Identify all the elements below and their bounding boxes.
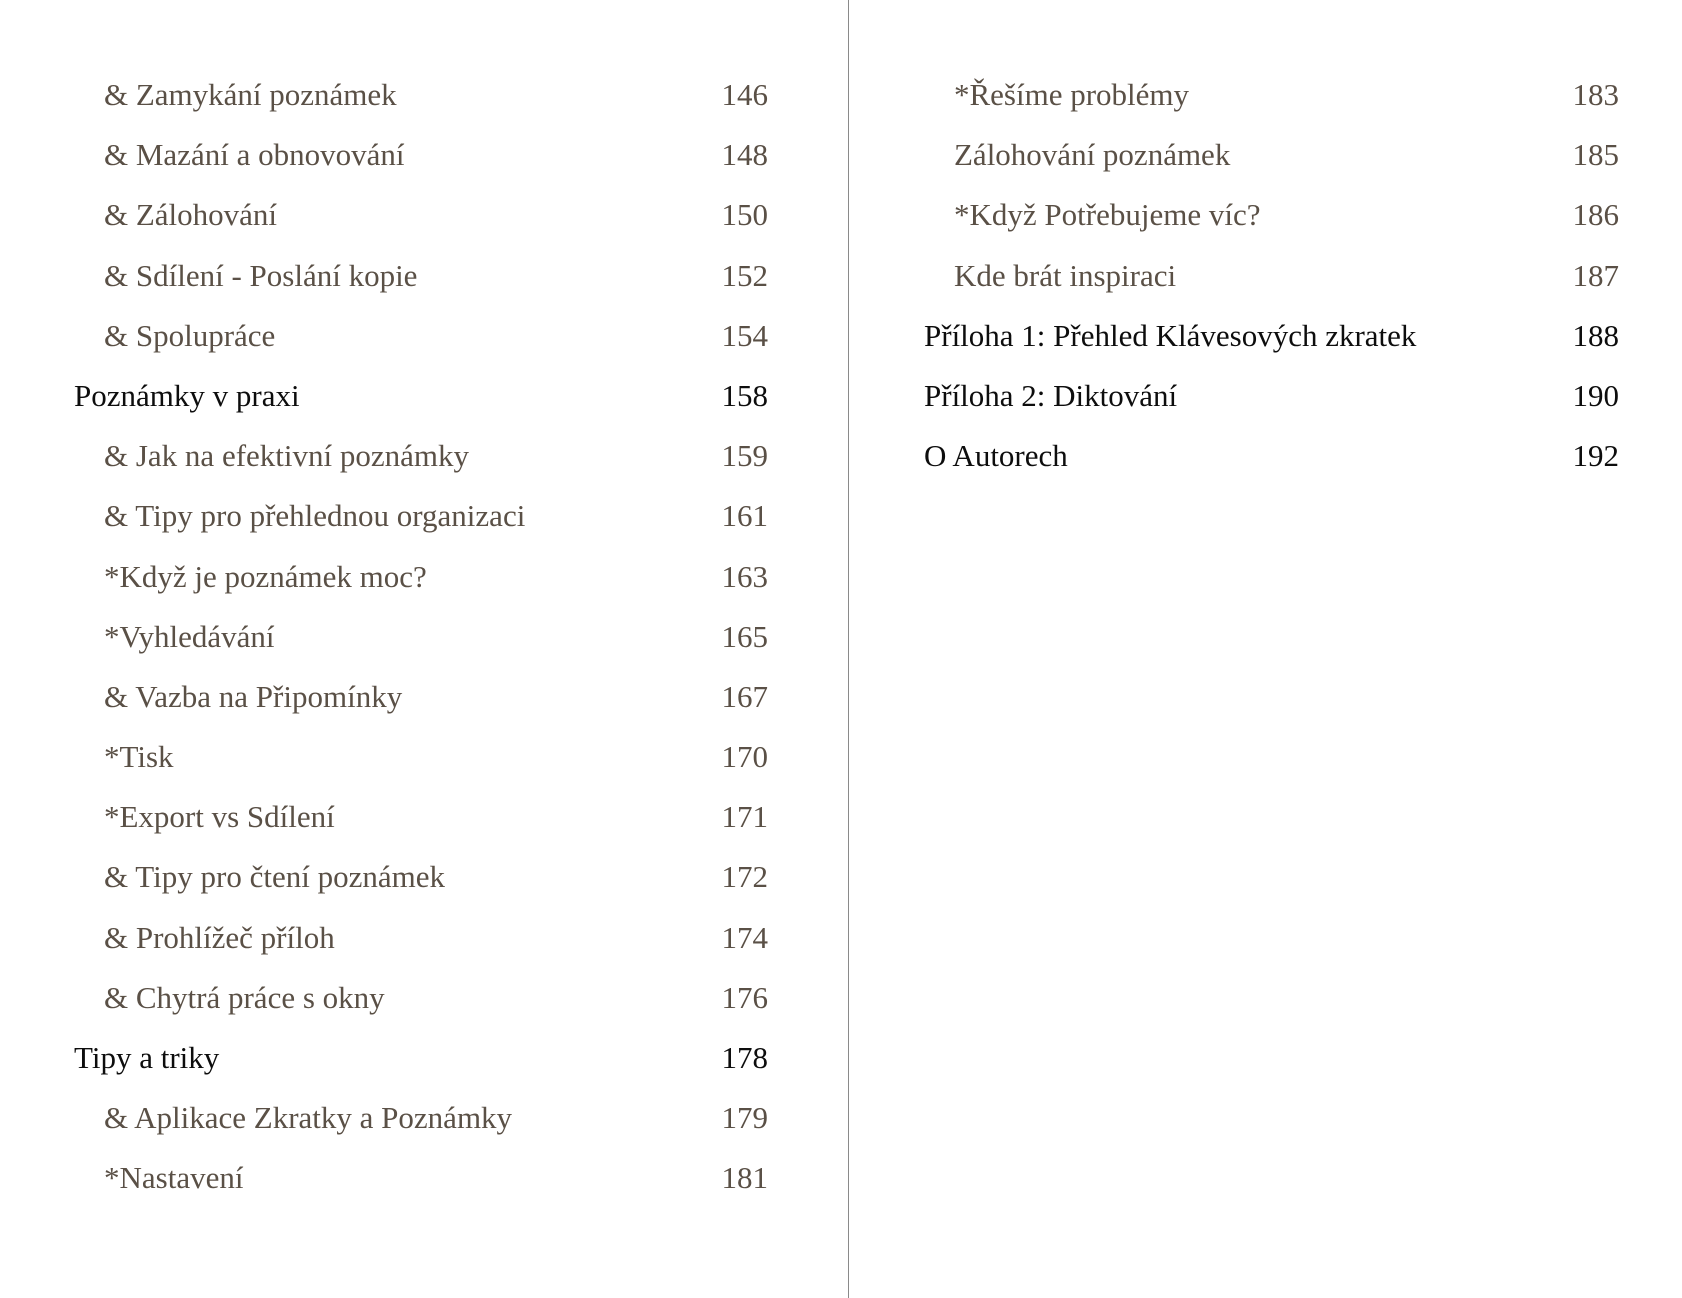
- toc-entry[interactable]: [0, 847, 848, 907]
- toc-entry-page-number: 165: [721, 618, 768, 654]
- toc-entry-title: & Zálohování: [104, 197, 278, 233]
- toc-list-left: [0, 65, 848, 1209]
- toc-entry[interactable]: [0, 667, 848, 727]
- toc-entry-page-number: 187: [1572, 257, 1619, 293]
- toc-entry[interactable]: [850, 185, 1682, 245]
- toc-entry[interactable]: [850, 246, 1682, 306]
- toc-entry-page-number: 170: [721, 739, 768, 775]
- toc-chapter-title: Poznámky v praxi: [74, 377, 300, 413]
- toc-entry[interactable]: [850, 65, 1682, 125]
- toc-entry-title: & Chytrá práce s okny: [104, 979, 385, 1015]
- toc-chapter-title: Příloha 1: Přehled Klávesových zkratek: [924, 317, 1417, 353]
- toc-entry-page-number: 181: [721, 1160, 768, 1196]
- toc-chapter-entry[interactable]: [0, 366, 848, 426]
- toc-entry-title: & Spolupráce: [104, 317, 276, 353]
- toc-entry-page-number: 172: [721, 859, 768, 895]
- toc-entry-title: Zálohování poznámek: [954, 137, 1231, 173]
- toc-entry[interactable]: [0, 185, 848, 245]
- toc-entry-page-number: 163: [721, 558, 768, 594]
- toc-entry[interactable]: [0, 486, 848, 546]
- toc-entry-page-number: 185: [1572, 137, 1619, 173]
- toc-entry-title: *Když Potřebujeme víc?: [954, 197, 1261, 233]
- toc-entry[interactable]: [0, 547, 848, 607]
- toc-entry[interactable]: [0, 787, 848, 847]
- toc-entry-page-number: 186: [1572, 197, 1619, 233]
- toc-chapter-title: Tipy a triky: [74, 1040, 220, 1075]
- toc-entry-title: Kde brát inspiraci: [954, 257, 1177, 293]
- toc-chapter-entry[interactable]: [850, 366, 1682, 426]
- toc-chapter-entry[interactable]: [0, 1028, 848, 1088]
- toc-entry-page-number: 146: [721, 77, 768, 112]
- toc-entry-title: & Vazba na Připomínky: [104, 678, 403, 714]
- toc-entry-page-number: 167: [721, 678, 768, 714]
- toc-entry[interactable]: [0, 1088, 848, 1148]
- toc-chapter-title: Příloha 2: Diktování: [924, 377, 1178, 413]
- toc-entry[interactable]: [0, 607, 848, 667]
- toc-entry-page-number: 159: [721, 438, 768, 474]
- toc-entry-title: & Sdílení - Poslání kopie: [104, 257, 418, 293]
- toc-chapter-page-number: 158: [721, 377, 768, 413]
- toc-entry-page-number: 176: [721, 979, 768, 1015]
- toc-entry-page-number: 174: [721, 919, 768, 955]
- toc-entry-title: & Jak na efektivní poznámky: [104, 438, 470, 474]
- toc-entry-page-number: 148: [721, 137, 768, 173]
- toc-entry[interactable]: [0, 426, 848, 486]
- toc-chapter-page-number: 192: [1572, 438, 1619, 474]
- toc-entry-page-number: 179: [721, 1100, 768, 1136]
- toc-entry-page-number: 150: [721, 197, 768, 233]
- toc-entry-page-number: 183: [1572, 77, 1619, 112]
- toc-entry-title: *Tisk: [104, 739, 174, 775]
- toc-chapter-entry[interactable]: [850, 426, 1682, 486]
- toc-entry[interactable]: [0, 1148, 848, 1208]
- toc-entry-title: & Prohlížeč příloh: [104, 919, 335, 955]
- toc-entry-title: & Tipy pro přehlednou organizaci: [104, 498, 526, 534]
- toc-entry-title: *Vyhledávání: [104, 618, 275, 654]
- toc-entry-title: & Mazání a obnovování: [104, 137, 405, 173]
- toc-entry[interactable]: [0, 246, 848, 306]
- toc-entry[interactable]: [0, 306, 848, 366]
- toc-entry-title: *Nastavení: [104, 1160, 244, 1196]
- toc-entry[interactable]: [0, 65, 848, 125]
- toc-entry-title: & Tipy pro čtení poznámek: [104, 859, 445, 895]
- toc-entry[interactable]: [0, 908, 848, 968]
- toc-chapter-page-number: 178: [721, 1040, 768, 1075]
- toc-entry-page-number: 154: [721, 317, 768, 353]
- toc-entry-page-number: 171: [721, 799, 768, 835]
- toc-entry-title: & Zamykání poznámek: [104, 77, 397, 112]
- toc-entry[interactable]: [0, 727, 848, 787]
- toc-entry-page-number: 161: [721, 498, 768, 534]
- toc-entry[interactable]: [850, 125, 1682, 185]
- toc-chapter-page-number: 190: [1572, 377, 1619, 413]
- toc-entry-title: *Když je poznámek moc?: [104, 558, 427, 594]
- page-divider: [848, 0, 849, 1298]
- toc-list-right: [850, 65, 1682, 486]
- toc-right-page: [850, 0, 1682, 1298]
- toc-chapter-page-number: 188: [1572, 317, 1619, 353]
- toc-entry-title: *Export vs Sdílení: [104, 799, 335, 835]
- toc-entry-page-number: 152: [721, 257, 768, 293]
- toc-entry-title: *Řešíme problémy: [954, 77, 1190, 112]
- toc-entry-title: & Aplikace Zkratky a Poznámky: [104, 1100, 513, 1136]
- toc-entry[interactable]: [0, 125, 848, 185]
- toc-chapter-entry[interactable]: [850, 306, 1682, 366]
- toc-entry[interactable]: [0, 968, 848, 1028]
- toc-chapter-title: O Autorech: [924, 438, 1068, 474]
